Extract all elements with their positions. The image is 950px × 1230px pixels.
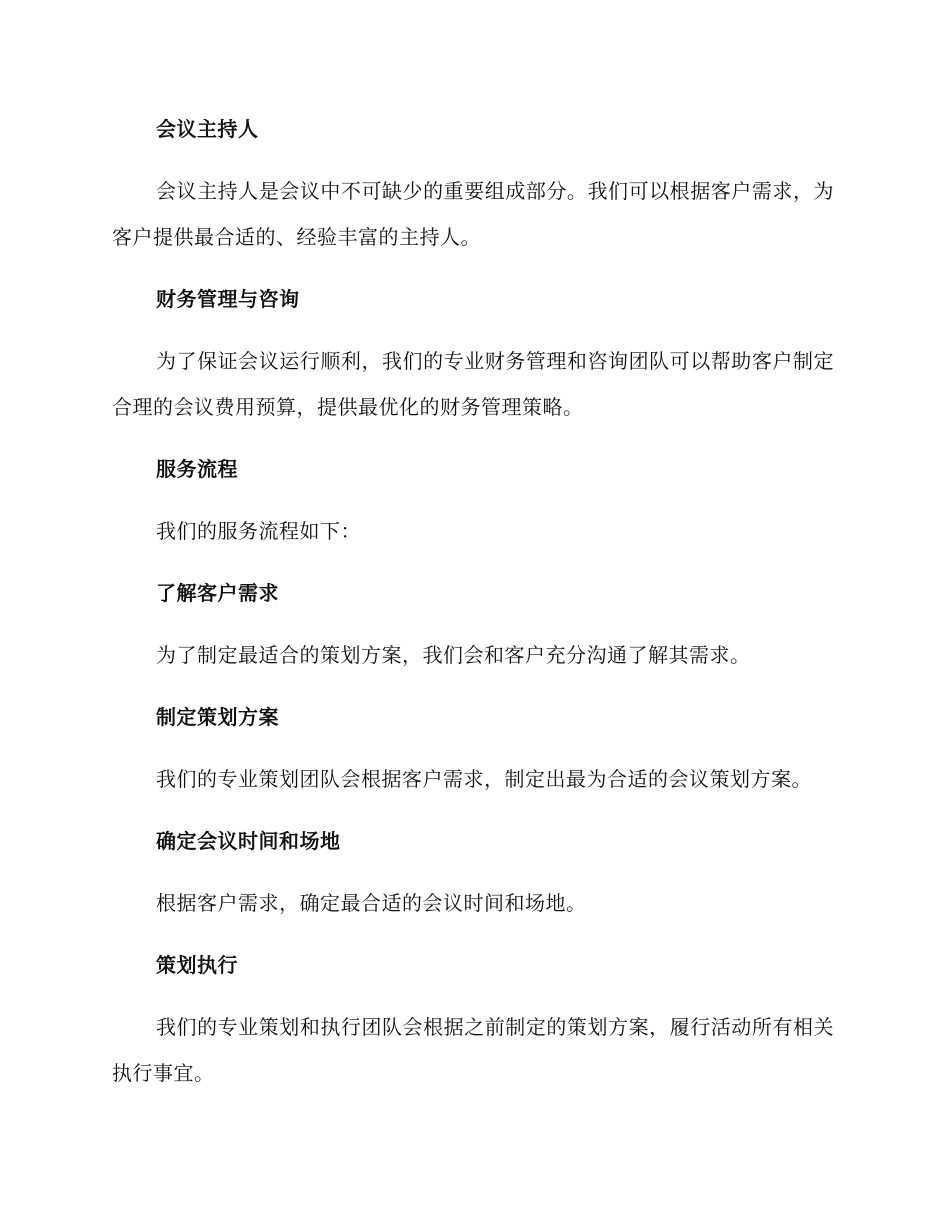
section-heading-finance: 财务管理与咨询: [156, 287, 300, 311]
section-heading-service-process: 服务流程: [156, 457, 238, 481]
section-paragraph-understand-needs: 为了制定最适合的策划方案，我们会和客户充分沟通了解其需求。: [156, 643, 751, 667]
section-paragraph-execution: 我们的专业策划和执行团队会根据之前制定的策划方案，履行活动所有相关执行事宜。: [112, 1015, 834, 1085]
section-paragraph-finance: 为了保证会议运行顺利，我们的专业财务管理和咨询团队可以帮助客户制定合理的会议费用预算，提供最优化的财务管理策略。: [112, 349, 834, 419]
section-paragraph-host: 会议主持人是会议中不可缺少的重要组成部分。我们可以根据客户需求，为客户提供最合适的、经验丰富的主持人。: [112, 179, 834, 249]
section-paragraph-make-plan: 我们的专业策划团队会根据客户需求，制定出最为合适的会议策划方案。: [156, 767, 812, 791]
section-paragraph-time-venue: 根据客户需求，确定最合适的会议时间和场地。: [156, 891, 587, 915]
section-heading-make-plan: 制定策划方案: [156, 705, 279, 729]
section-heading-host: 会议主持人: [156, 117, 259, 141]
section-heading-execution: 策划执行: [156, 953, 238, 977]
section-heading-understand-needs: 了解客户需求: [156, 581, 279, 605]
section-paragraph-service-process: 我们的服务流程如下：: [156, 519, 361, 543]
section-heading-time-venue: 确定会议时间和场地: [156, 829, 341, 853]
document-body: [112, 110, 834, 1116]
